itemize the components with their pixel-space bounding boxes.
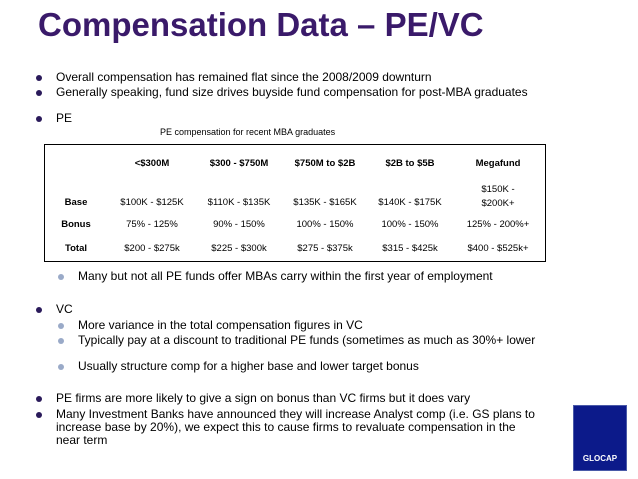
bullet-icon: [36, 90, 42, 96]
table-cell-text: $150K - $200K+: [481, 184, 515, 209]
sub-bullet-item: Usually structure comp for a higher base and lower target bonus: [58, 360, 558, 373]
bullet-icon: [36, 116, 42, 122]
table-cell: 100% - 150%: [381, 218, 439, 230]
table-cell: $110K - $135K: [207, 197, 271, 208]
table-header: $750M to $2B: [294, 157, 356, 169]
table-caption: PE compensation for recent MBA graduates: [160, 127, 336, 137]
table-cell: 125% - 200%+: [466, 218, 530, 230]
sub-bullet-icon: [58, 323, 64, 329]
bullet-icon: [36, 75, 42, 81]
bullet-icon: [36, 396, 42, 402]
table-cell: [452, 182, 544, 212]
table-row: [44, 212, 544, 236]
sub-bullet-item: Many but not all PE funds offer MBAs carry within the first year of employment: [58, 270, 578, 283]
table-header: $2B to $5B: [385, 157, 435, 169]
sub-bullet-icon: [58, 364, 64, 370]
table-cell: $225 - $300k: [211, 242, 267, 254]
table-cell: $140K - $175K: [378, 197, 442, 208]
compensation-table: [44, 144, 544, 260]
table-header-row: [44, 144, 544, 182]
table-header: Megafund: [475, 157, 521, 169]
table-cell: $100K - $125K: [120, 197, 184, 208]
bullet-item: PE firms are more likely to give a sign on bonus than VC firms but it does vary: [36, 392, 556, 405]
table-cell: $275 - $375k: [297, 242, 353, 254]
table-header: <$300M: [134, 157, 170, 169]
table-cell: 75% - 125%: [126, 218, 178, 230]
table-cell: 100% - 150%: [296, 218, 354, 230]
table-cell: $200 - $275k: [124, 242, 180, 254]
bullet-item: Overall compensation has remained flat since the 2008/2009 downturn: [36, 71, 556, 84]
row-label: Base: [64, 197, 88, 208]
table-cell: $135K - $165K: [293, 197, 357, 208]
glocap-logo: [573, 405, 627, 471]
page-title: Compensation Data – PE/VC: [38, 6, 484, 43]
table-cell: $315 - $425k: [382, 242, 438, 254]
row-label: Total: [65, 242, 87, 254]
bullet-item: Many Investment Banks have announced they will increase Analyst comp (i.e. GS plans to increase base by 20%), we expect this to cause firms to revaluate compensation in the near term: [36, 408, 536, 447]
table-row: [44, 236, 544, 260]
table-cell: 90% - 150%: [213, 218, 265, 230]
bullet-item: Generally speaking, fund size drives buyside fund compensation for post-MBA graduates: [36, 86, 536, 99]
sub-bullet-icon: [58, 338, 64, 344]
logo-text: GLOCAP: [582, 454, 618, 463]
bullet-icon: [36, 412, 42, 418]
sub-bullet-icon: [58, 274, 64, 280]
table-header: $300 - $750M: [209, 157, 269, 169]
sub-bullet-item: More variance in the total compensation figures in VC: [58, 319, 558, 332]
table-row: [44, 182, 544, 212]
bullet-item: VC: [36, 303, 536, 316]
bullet-icon: [36, 307, 42, 313]
row-label: Bonus: [61, 218, 91, 230]
table-header: [44, 144, 108, 182]
sub-bullet-item: Typically pay at a discount to traditional PE funds (sometimes as much as 30%+ lower: [58, 334, 546, 347]
bullet-item: PE: [36, 112, 536, 125]
table-cell: $400 - $525k+: [467, 242, 529, 254]
